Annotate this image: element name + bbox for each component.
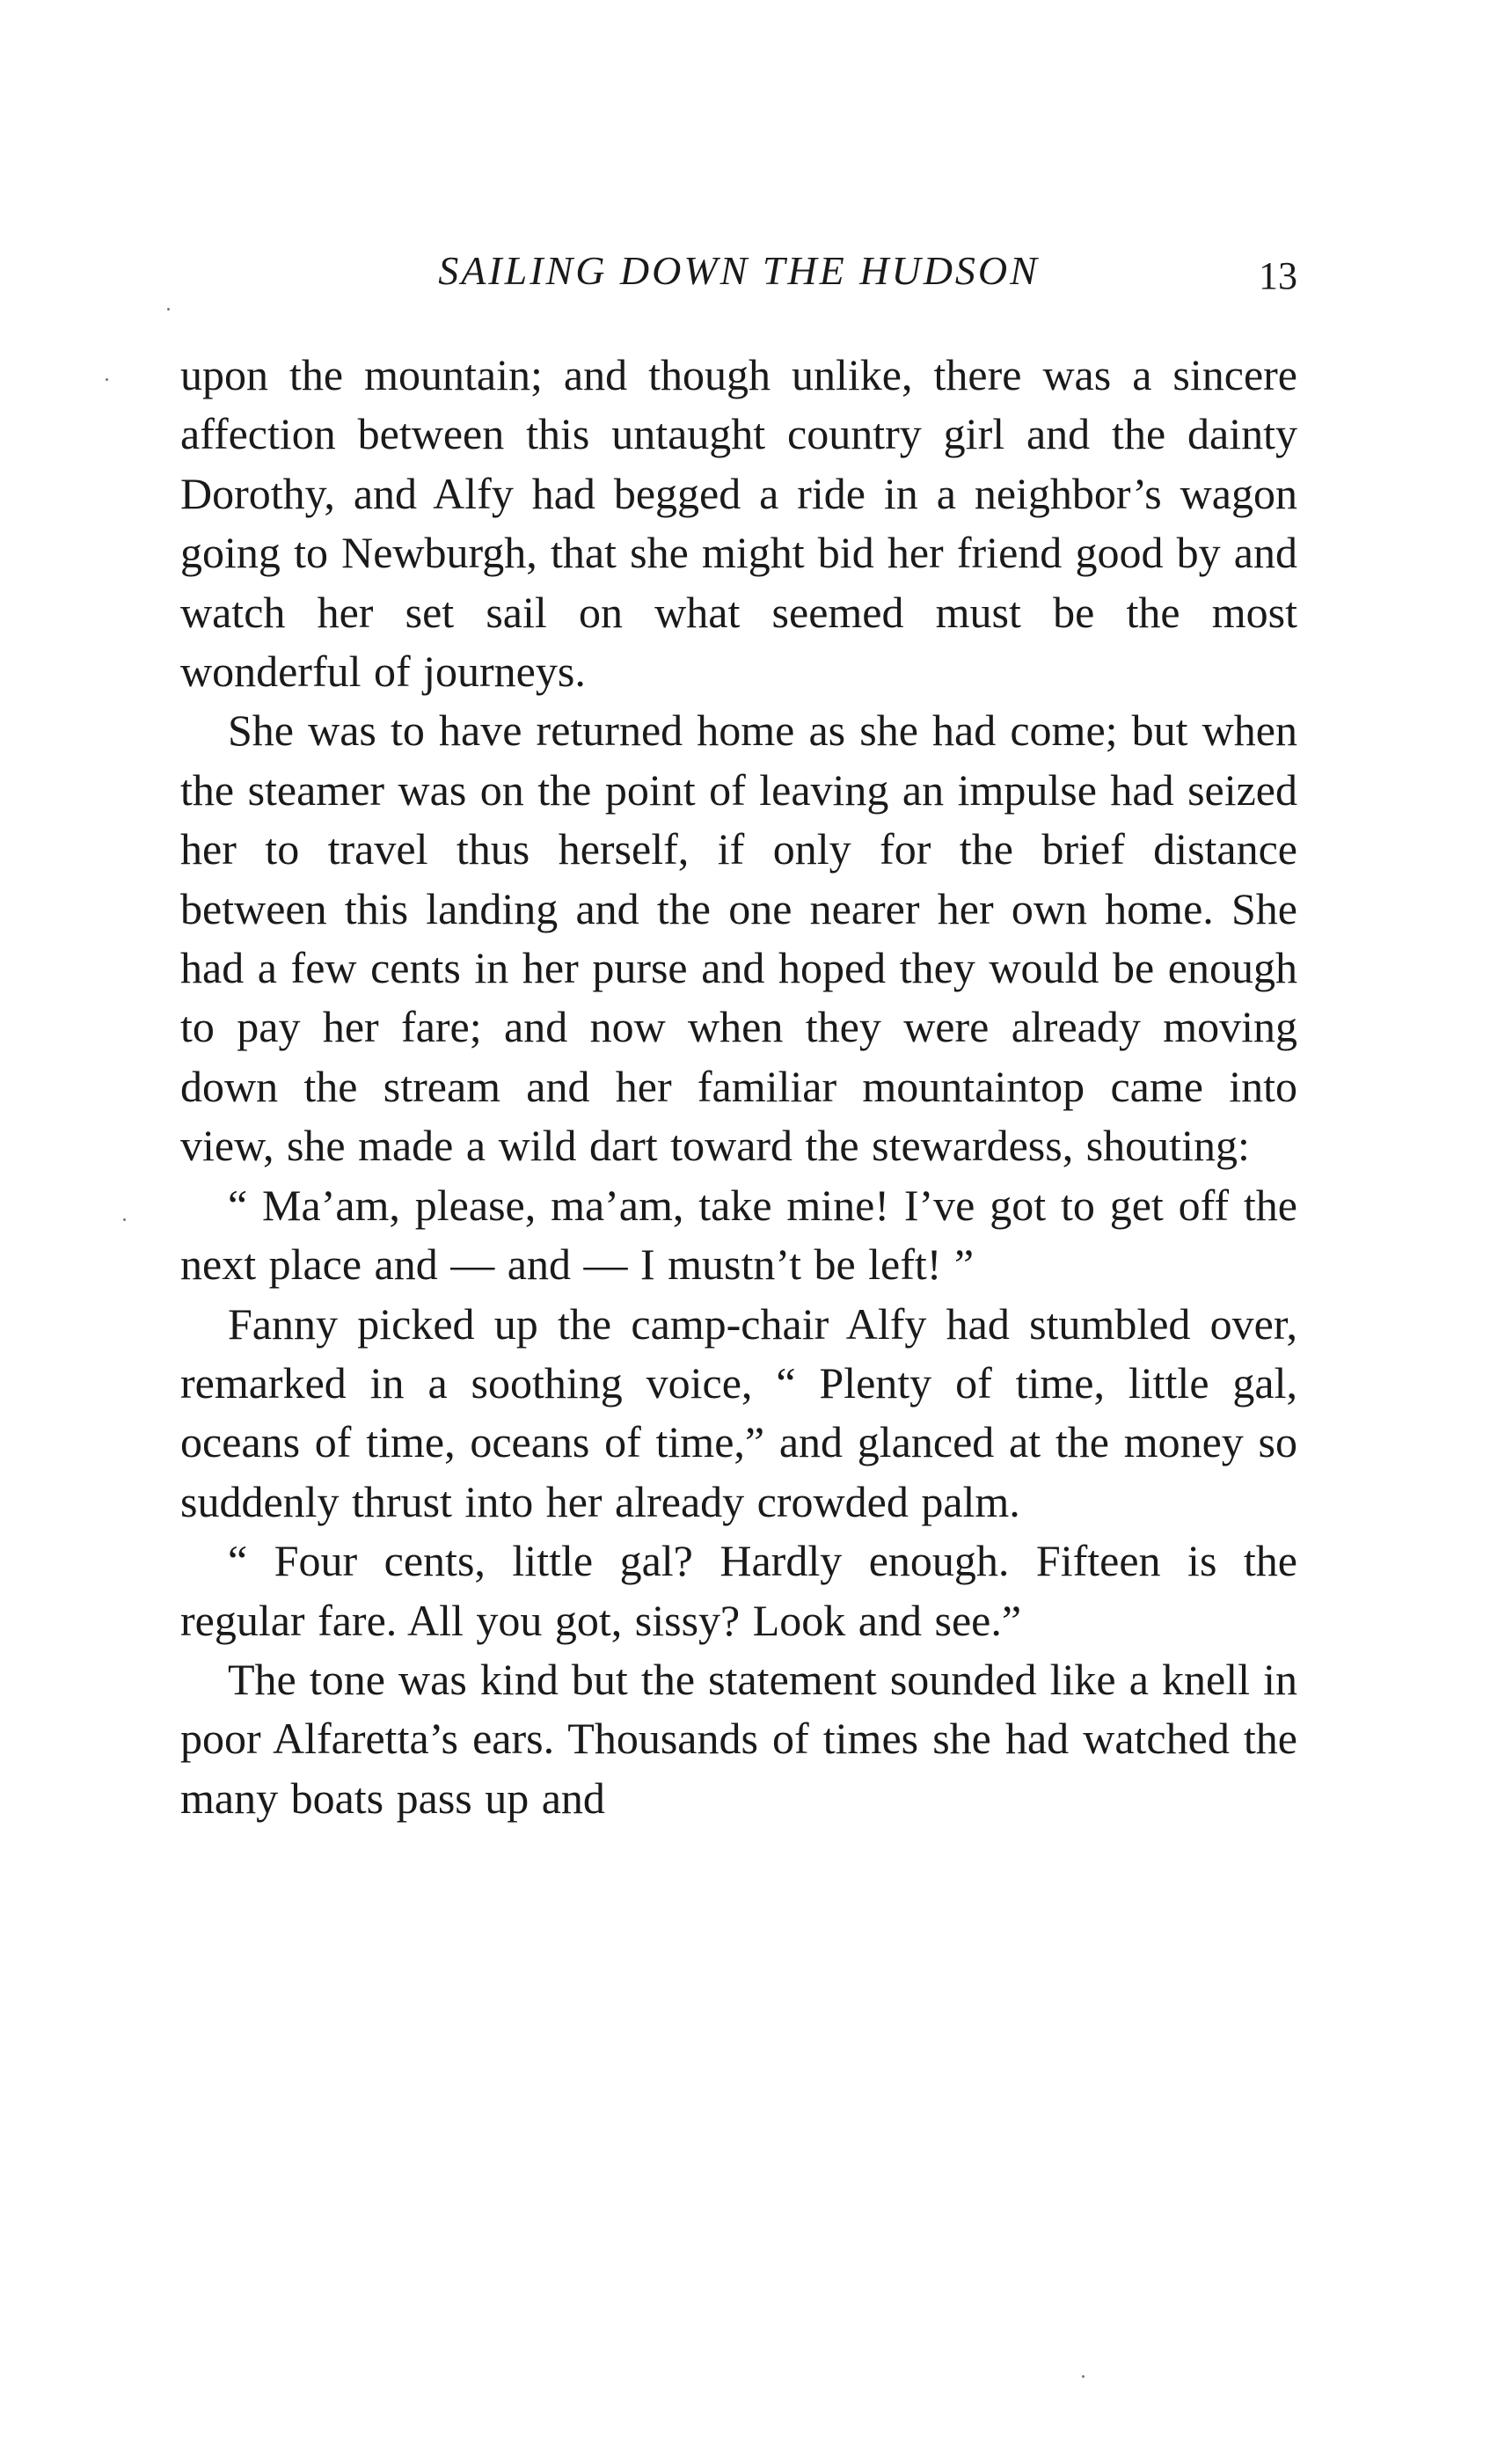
body-text <box>180 346 1297 1828</box>
paper-speck <box>106 378 108 381</box>
paragraph: upon the mountain; and though unlike, there was a sincere affection between this untaught country girl and the dainty Dorothy, and Alfy had begged a ride in a neighbor’s wagon going to Newburgh, that she might bid her friend good by and watch her set sail on what seemed must be the most wonderful of journeys. <box>180 350 1297 697</box>
paragraph: The tone was kind but the statement sounded like a knell in poor Alfaretta’s ears. Thousands of times she had watched the many boats pass up and <box>180 1654 1297 1823</box>
paragraph: “ Four cents, little gal? Hardly enough. Fifteen is the regular fare. All you got, sissy? Look and see.” <box>180 1536 1297 1645</box>
paragraph: “ Ma’am, please, ma’am, take mine! I’ve got to get off the next place and — and — I mustn’t be left! ” <box>180 1180 1297 1290</box>
running-title: SAILING DOWN THE HUDSON <box>438 248 1040 293</box>
page-number: 13 <box>1259 254 1297 297</box>
running-head <box>180 245 1297 297</box>
paper-speck <box>123 1218 126 1221</box>
paragraph: She was to have returned home as she had come; but when the steamer was on the point of leaving an impulse had seized her to travel thus herself, if only for the brief distance between this landing and the one nearer her own home. She had a few cents in her purse and hoped they would be enough to pay her fare; and now when they were already moving down the stream and her familiar mountaintop came into view, she made a wild dart toward the stewardess, shouting: <box>180 706 1297 1171</box>
paper-speck <box>167 308 170 311</box>
paper-speck <box>1082 2375 1085 2378</box>
paragraph: Fanny picked up the camp-chair Alfy had stumbled over, remarked in a soothing voice, “ Plenty of time, little gal, oceans of time, oceans of time,” and glanced at the money so suddenly thrust into her already crowded palm. <box>180 1298 1297 1526</box>
